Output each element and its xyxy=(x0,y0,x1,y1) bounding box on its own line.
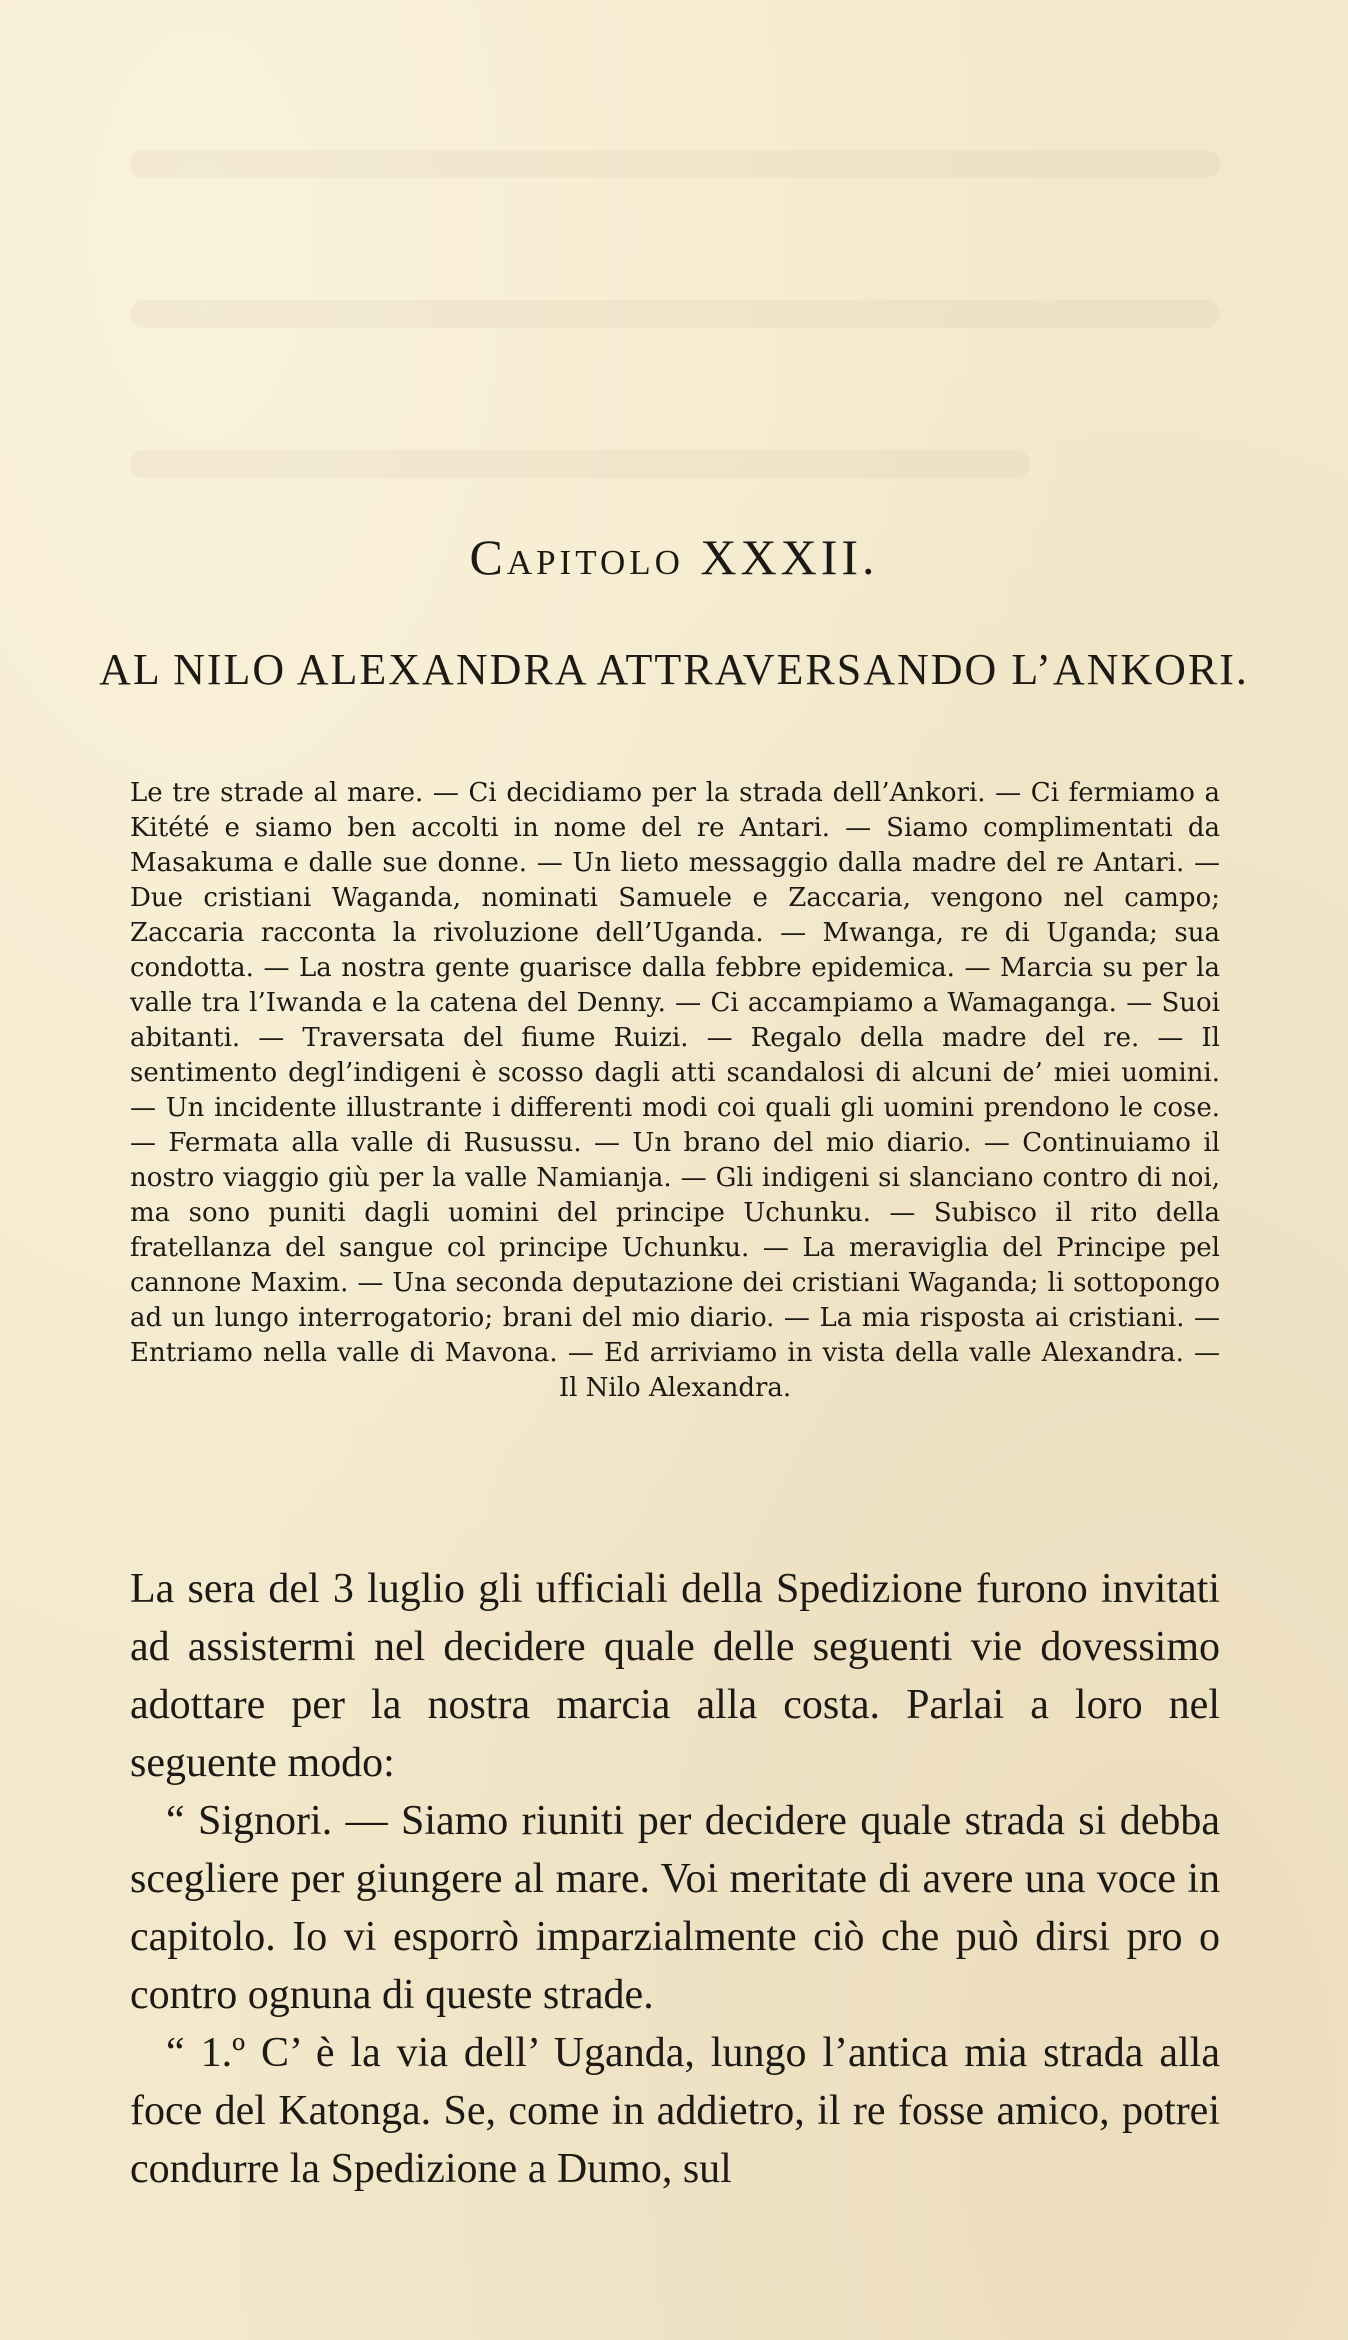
body-paragraph: “ 1.º C’ è la via dell’ Uganda, lungo l’antica mia strada alla foce del Katonga. Se, come in addietro, il re fosse amico, potrei condurre la Spedizione a Dumo, sul xyxy=(130,2030,1220,2192)
bleed-through-shadow xyxy=(130,300,1220,328)
chapter-title: Capitolo XXXII. xyxy=(469,529,879,585)
body-paragraph: La sera del 3 luglio gli ufficiali della Spedizione furono invitati ad assistermi nel decidere quale delle seguenti vie dovessimo adottare per la nostra marcia alla costa. Parlai a loro nel seguente modo: xyxy=(130,1566,1220,1786)
body-text xyxy=(130,1560,1220,2198)
chapter-summary: Le tre strade al mare. — Ci decidiamo per la strada dell’Ankori. — Ci fermiamo a Kitété e siamo ben accolti in nome del re Antari. — Siamo complimentati da Masakuma e dalle sue donne. — Un lieto messaggio dalla madre del re Antari. — Due cristiani Waganda, nominati Samuele e Zaccaria, vengono nel campo; Zaccaria racconta la rivoluzione dell’Uganda. — Mwanga, re di Uganda; sua condotta. — La nostra gente guarisce dalla febbre epidemica. — Marcia su per la valle tra l’Iwanda e la catena del Denny. — Ci accampiamo a Wamaganga. — Suoi abitanti. — Traversata del fiume Ruizi. — Regalo della madre del re. — Il sentimento degl’indigeni è scosso dagli atti scandalosi di alcuni de’ miei uomini. — Un incidente illustrante i differenti modi coi quali gli uomini prendono le cose. — Fermata alla valle di Rusussu. — Un brano del mio diario. — Continuiamo il nostro viaggio giù per la valle Namianja. — Gli indigeni si slanciano contro di noi, ma sono puniti dagli uomini del principe Uchunku. — Subisco il rito della fratellanza del sangue col principe Uchunku. — La meraviglia del Principe pel cannone Maxim. — Una seconda deputazione dei cristiani Waganda; li sottopongo ad un lungo interrogatorio; brani del mio diario. — La mia risposta ai cristiani. — Entriamo nella valle di Mavona. — Ed arriviamo in vista della valle Alexandra. — Il Nilo Alexandra. xyxy=(130,778,1220,1403)
body-paragraph: “ Signori. — Siamo riuniti per decidere quale strada si debba scegliere per giungere al mare. Voi meritate di avere una voce in capitolo. Io vi esporrò imparzialmente ciò che può dirsi pro o contro ognuna di queste strade. xyxy=(130,1798,1220,2018)
bleed-through-shadow xyxy=(130,450,1030,478)
chapter-subtitle: AL NILO ALEXANDRA ATTRAVERSANDO L’ANKORI. xyxy=(99,645,1249,694)
bleed-through-shadow xyxy=(130,150,1220,178)
